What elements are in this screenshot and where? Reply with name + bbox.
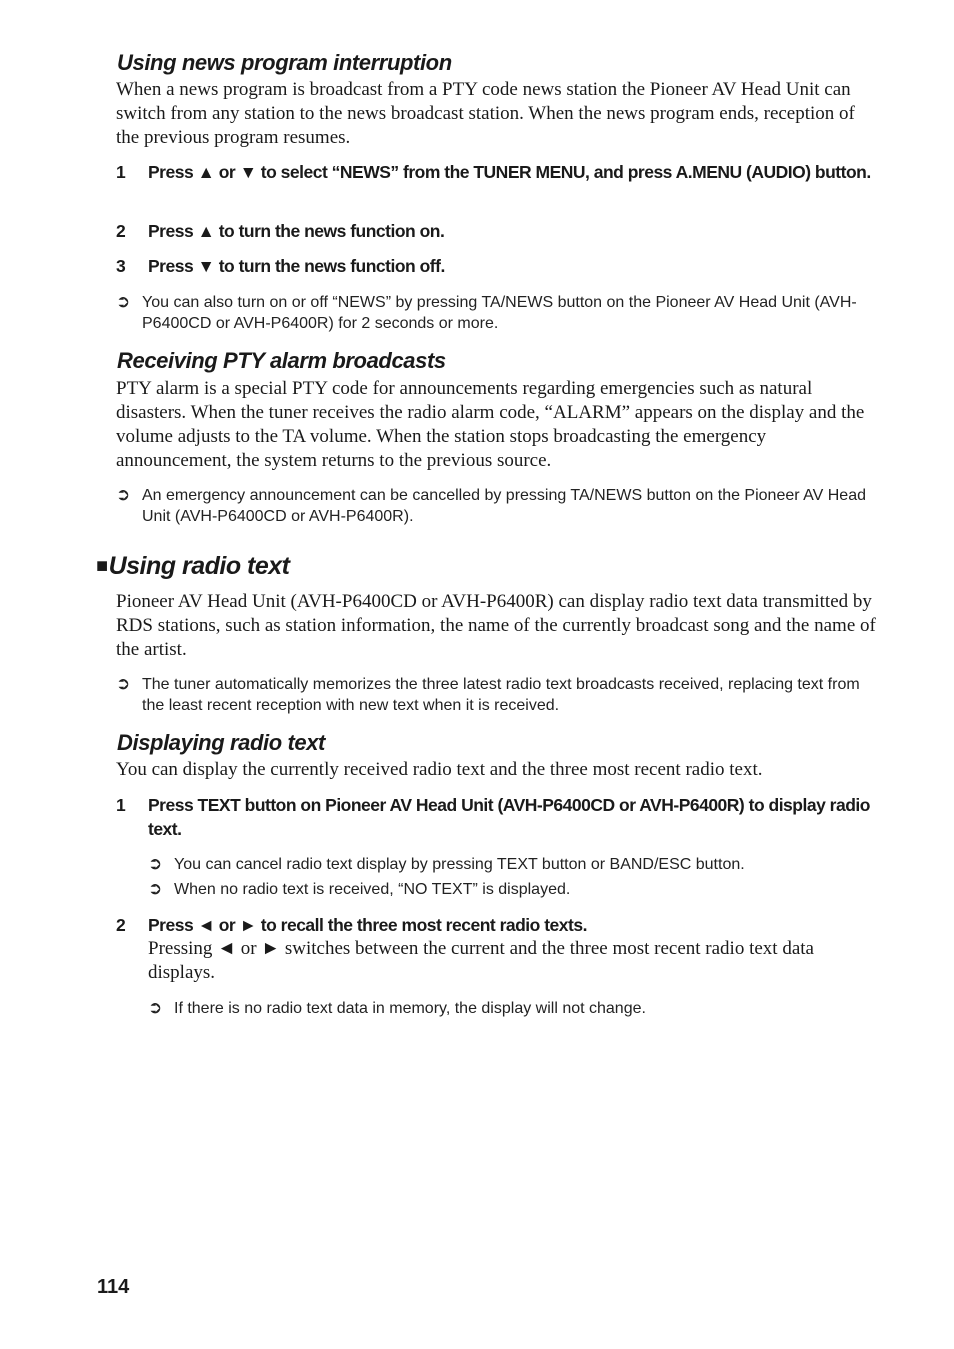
step-number: 2 [116, 221, 126, 241]
news-step-1 [116, 160, 876, 184]
display-step-2 [116, 913, 876, 937]
step-number: 1 [116, 795, 126, 815]
note-text: The tuner automatically memorizes the three latest radio text broadcasts received, replacing text from the least recent reception with new text when it is received. [142, 676, 860, 714]
arrow-icon: ➲ [148, 998, 163, 1017]
note-text: If there is no radio text data in memory, the display will not change. [174, 1000, 646, 1017]
news-step-2 [116, 219, 876, 243]
alarm-body: PTY alarm is a special PTY code for announcements regarding emergencies such as natural disasters. When the tuner receives the radio alarm code, “ALARM” appears on the display and the volume adjusts to the TA volume. When the station stops broadcasting the emergency announcement, the system returns to the previous source. [116, 378, 865, 471]
radio-text-note [116, 674, 868, 716]
news-body: When a news program is broadcast from a PTY code news station the Pioneer AV Head Unit can switch from any station to the news broadcast station. When the news program ends, reception of the previous program resumes. [116, 79, 855, 148]
display-step1-note-1 [148, 854, 868, 875]
arrow-icon: ➲ [148, 854, 163, 873]
display-step1-note-2 [148, 879, 868, 900]
news-step-3 [116, 254, 876, 278]
step-number: 1 [116, 162, 126, 182]
display-step2-note [148, 998, 868, 1019]
alarm-heading: Receiving PTY alarm broadcasts [117, 348, 446, 373]
step-text: Press ▼ to turn the news function off. [148, 256, 445, 276]
arrow-icon: ➲ [116, 292, 131, 311]
display-body: You can display the currently received radio text and the three most recent radio text. [116, 759, 763, 780]
page-number: 114 [97, 1276, 130, 1298]
radio-text-heading [96, 552, 290, 581]
arrow-icon: ➲ [148, 879, 163, 898]
display-step2-body: Pressing ◄ or ► switches between the current and the three most recent radio text data displays. [148, 938, 814, 983]
step-number: 3 [116, 256, 126, 276]
note-text: You can cancel radio text display by pressing TEXT button or BAND/ESC button. [174, 856, 745, 873]
display-heading: Displaying radio text [117, 730, 325, 755]
radio-text-body: Pioneer AV Head Unit (AVH-P6400CD or AVH-P6400R) can display radio text data transmitted by RDS stations, such as station information, the name of the currently broadcast song and the name of the artist. [116, 591, 876, 660]
step-text: Press TEXT button on Pioneer AV Head Unit (AVH-P6400CD or AVH-P6400R) to display radio text. [148, 795, 870, 839]
step-text: Press ▲ or ▼ to select “NEWS” from the TUNER MENU, and press A.MENU (AUDIO) button. [148, 162, 871, 182]
step-text: Press ◄ or ► to recall the three most recent radio texts. [148, 915, 587, 935]
alarm-note [116, 485, 868, 527]
news-note [116, 292, 868, 334]
arrow-icon: ➲ [116, 485, 131, 504]
step-number: 2 [116, 915, 126, 935]
note-text: When no radio text is received, “NO TEXT” is displayed. [174, 881, 571, 898]
note-text: You can also turn on or off “NEWS” by pressing TA/NEWS button on the Pioneer AV Head Unit (AVH-P6400CD or AVH-P6400R) for 2 seconds or more. [142, 294, 857, 332]
display-step-1 [116, 793, 876, 841]
radio-text-heading-label: Using radio text [108, 552, 290, 580]
note-text: An emergency announcement can be cancelled by pressing TA/NEWS button on the Pioneer AV Head Unit (AVH-P6400CD or AVH-P6400R). [142, 487, 866, 525]
step-text: Press ▲ to turn the news function on. [148, 221, 445, 241]
news-heading: Using news program interruption [117, 50, 452, 75]
section-marker-icon: ■ [96, 555, 108, 577]
arrow-icon: ➲ [116, 674, 131, 693]
